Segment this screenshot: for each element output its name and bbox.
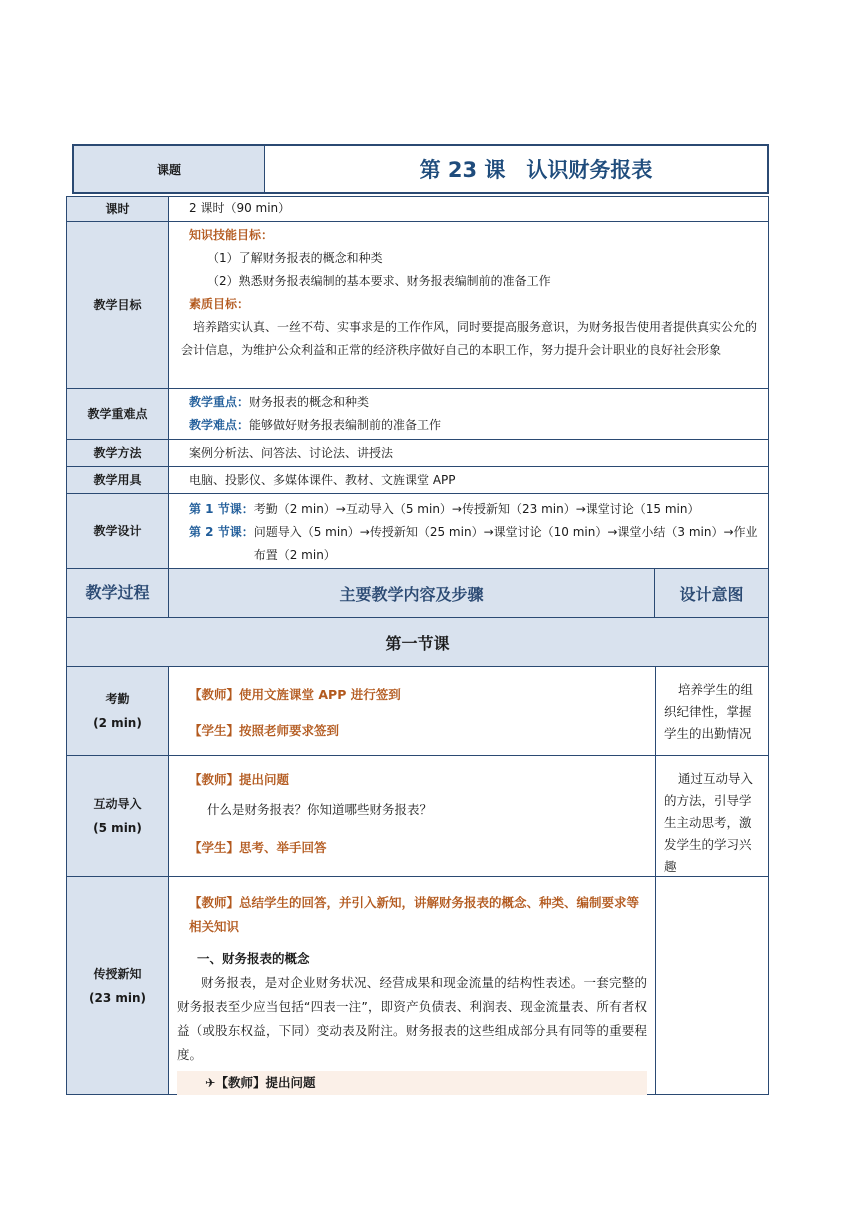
tools-value: 电脑、投影仪、多媒体课件、教材、文旌课堂 APP [189,473,456,487]
lesson-title: 第 23 课 认识财务报表 [419,158,653,182]
step-intent: 通过互动导入的方法，引导学生主动思考，激发学生的学习兴趣 [655,756,768,876]
methods-value: 案例分析法、问答法、讨论法、讲授法 [189,446,394,460]
lesson1-value: 考勤（2 min）→互动导入（5 min）→传授新知（23 min）→课堂讨论（15 min） [253,502,700,516]
step-intent [655,877,768,1094]
methods-row [67,440,768,467]
step-label [67,756,169,876]
key-points-row [67,389,768,440]
lesson2-value: 问题导入（5 min）→传授新知（25 min）→课堂讨论（10 min）→课堂小结（3 min）→作业布置（2 min） [253,525,758,562]
student-action: 【学生】思考、举手回答 [189,840,327,855]
step-row [67,667,768,756]
step-time: (23 min) [88,990,146,1005]
step-content [169,756,655,876]
hours-value: 2 课时（90 min） [189,201,291,215]
step-label [67,877,169,1094]
teacher-action: 【教师】总结学生的回答，并引入新知，讲解财务报表的概念、种类、编制要求等相关知识 [189,895,640,934]
knowledge-item: （2）熟悉财务报表编制的基本要求、财务报表编制前的准备工作 [207,274,551,288]
step-time: (2 min) [93,716,142,730]
student-action: 【学生】按照老师要求签到 [189,723,340,738]
step-name: 考勤 [105,692,130,706]
step-row [67,756,768,877]
focus-value: 财务报表的概念和种类 [249,395,370,409]
process-col-header: 教学过程 [67,569,169,617]
step-intent: 培养学生的组织纪律性，掌握学生的出勤情况 [655,667,768,755]
tools-label: 教学用具 [67,467,169,493]
methods-label: 教学方法 [67,440,169,466]
design-content [169,494,768,568]
step-time: (5 min) [93,821,142,835]
hours-label: 课时 [67,197,169,221]
quality-title: 素质目标： [189,297,250,311]
lesson-plan-table [66,196,769,1095]
intent-col-header: 设计意图 [654,569,768,617]
process-header-row [67,569,768,618]
step-name: 互动导入 [93,797,142,811]
design-row [67,494,768,569]
design-label: 教学设计 [67,494,169,568]
teacher-action: 【教师】使用文旌课堂 APP 进行签到 [189,687,401,702]
concept-subtitle: 一、财务报表的概念 [197,951,310,966]
key-points-label: 教学重难点 [67,389,169,439]
step-name: 传授新知 [93,966,142,981]
hours-row [67,197,768,222]
step-content [169,877,655,1094]
lesson2-key: 第 2 节课： [189,525,254,539]
step-label [67,667,169,755]
concept-body: 财务报表，是对企业财务状况、经营成果和现金流量的结构性表述。一套完整的财务报表至少应当包括“四表一注”，即资产负债表、利润表、现金流量表、所有者权益（或股东权益，下同）变动表及附注。财务报表的这些组成部分具有同等的重要程度。 [177,975,647,1062]
key-points-content [169,389,768,439]
lesson-header [72,144,769,194]
tools-row [67,467,768,494]
step-content [169,667,655,755]
knowledge-title: 知识技能目标： [189,228,274,242]
section-title: 第一节课 [67,618,768,667]
lesson1-key: 第 1 节课： [189,502,254,516]
teacher-question-highlight: ✈【教师】提出问题 [177,1071,647,1095]
question-text: 什么是财务报表？你知道哪些财务报表？ [207,802,433,817]
content-col-header: 主要教学内容及步骤 [339,584,484,604]
knowledge-item: （1）了解财务报表的概念和种类 [207,251,383,265]
difficulty-value: 能够做好财务报表编制前的准备工作 [249,418,442,432]
teacher-action: 【教师】提出问题 [189,772,290,787]
focus-key: 教学重点： [189,395,250,409]
quality-text: 培养踏实认真、一丝不苟、实事求是的工作作风，同时要提高服务意识，为财务报告使用者提供真实公允的会计信息，为维护公众利益和正常的经济秩序做好自己的本职工作，努力提升会计职业的良好社会形象 [181,320,758,357]
objectives-content [169,222,768,388]
objectives-label: 教学目标 [67,222,169,388]
step-row [67,877,768,1094]
objectives-row [67,222,768,389]
difficulty-key: 教学难点： [189,418,250,432]
lesson-label: 课题 [74,146,265,192]
